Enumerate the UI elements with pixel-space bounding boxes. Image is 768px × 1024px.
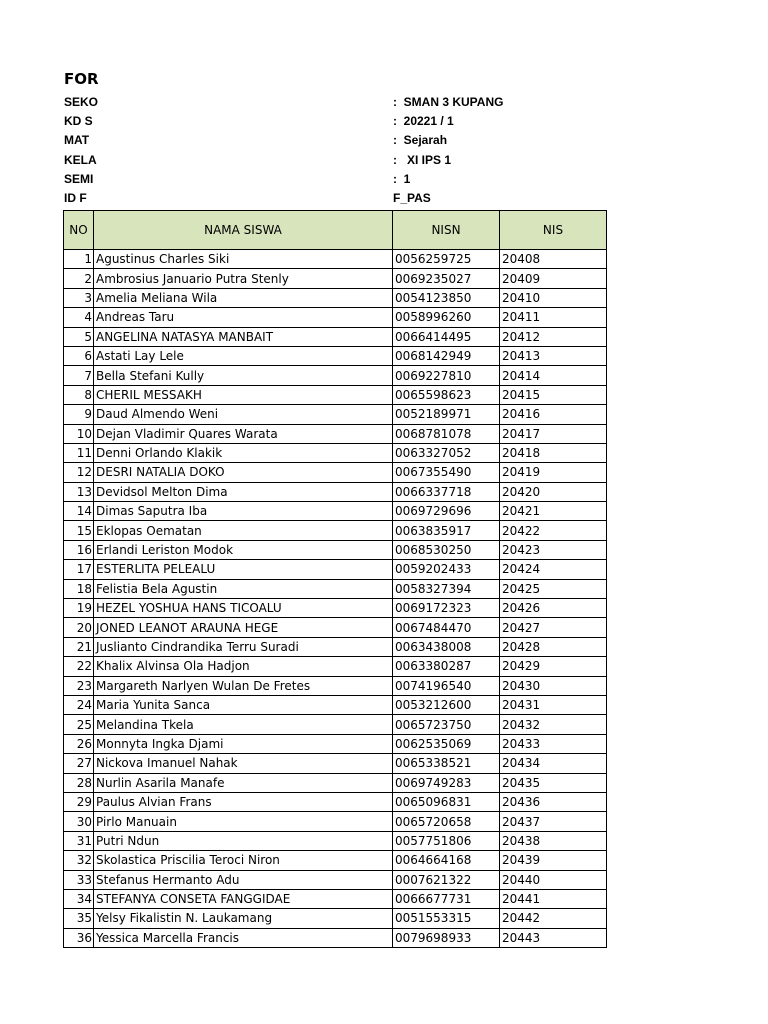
cell-nisn: 0007621322 [393, 870, 500, 889]
cell-nisn: 0067355490 [393, 463, 500, 482]
table-row [64, 618, 607, 637]
meta-value: : SMAN 3 KUPANG [393, 95, 504, 109]
header-nisn: NISN [393, 211, 500, 250]
cell-no: 31 [64, 831, 94, 850]
cell-nisn: 0069172323 [393, 599, 500, 618]
table-row [64, 599, 607, 618]
cell-nisn: 0059202433 [393, 560, 500, 579]
cell-no: 1 [64, 250, 94, 269]
cell-nis: 20418 [500, 443, 607, 462]
cell-nis: 20440 [500, 870, 607, 889]
meta-row [0, 170, 768, 188]
cell-no: 14 [64, 502, 94, 521]
cell-no: 26 [64, 734, 94, 753]
table-row [64, 327, 607, 346]
cell-name: Monnyta Ingka Djami [94, 734, 393, 753]
table-row [64, 502, 607, 521]
cell-no: 16 [64, 540, 94, 559]
cell-no: 23 [64, 676, 94, 695]
cell-nis: 20419 [500, 463, 607, 482]
cell-nisn: 0065096831 [393, 792, 500, 811]
cell-nis: 20430 [500, 676, 607, 695]
cell-name: Ambrosius Januario Putra Stenly [94, 269, 393, 288]
table-row [64, 250, 607, 269]
cell-name: Devidsol Melton Dima [94, 482, 393, 501]
cell-nisn: 0058996260 [393, 308, 500, 327]
table-row [64, 637, 607, 656]
cell-no: 13 [64, 482, 94, 501]
table-row [64, 831, 607, 850]
cell-nisn: 0066414495 [393, 327, 500, 346]
cell-no: 28 [64, 773, 94, 792]
cell-name: Yelsy Fikalistin N. Laukamang [94, 909, 393, 928]
table-row [64, 754, 607, 773]
cell-no: 30 [64, 812, 94, 831]
cell-name: Daud Almendo Weni [94, 405, 393, 424]
cell-nis: 20437 [500, 812, 607, 831]
cell-nis: 20410 [500, 288, 607, 307]
cell-name: Agustinus Charles Siki [94, 250, 393, 269]
cell-nisn: 0058327394 [393, 579, 500, 598]
cell-name: Felistia Bela Agustin [94, 579, 393, 598]
cell-nis: 20408 [500, 250, 607, 269]
cell-no: 34 [64, 889, 94, 908]
cell-no: 18 [64, 579, 94, 598]
table-row [64, 308, 607, 327]
cell-name: Margareth Narlyen Wulan De Fretes [94, 676, 393, 695]
cell-nisn: 0062535069 [393, 734, 500, 753]
table-row [64, 269, 607, 288]
cell-nisn: 0066677731 [393, 889, 500, 908]
meta-value: : 1 [393, 172, 411, 186]
cell-name: Yessica Marcella Francis [94, 928, 393, 947]
header-nis: NIS [500, 211, 607, 250]
cell-nis: 20427 [500, 618, 607, 637]
cell-nisn: 0063327052 [393, 443, 500, 462]
cell-nisn: 0066337718 [393, 482, 500, 501]
cell-nis: 20428 [500, 637, 607, 656]
meta-row [0, 151, 768, 169]
cell-name: Astati Lay Lele [94, 346, 393, 365]
cell-no: 8 [64, 385, 94, 404]
cell-nisn: 0057751806 [393, 831, 500, 850]
cell-no: 21 [64, 637, 94, 656]
cell-no: 15 [64, 521, 94, 540]
cell-nisn: 0069227810 [393, 366, 500, 385]
cell-nisn: 0052189971 [393, 405, 500, 424]
cell-nis: 20432 [500, 715, 607, 734]
cell-nis: 20425 [500, 579, 607, 598]
table-row [64, 405, 607, 424]
cell-no: 24 [64, 695, 94, 714]
cell-no: 20 [64, 618, 94, 637]
meta-value: F_PAS [393, 191, 431, 205]
cell-nis: 20422 [500, 521, 607, 540]
cell-nis: 20424 [500, 560, 607, 579]
cell-nisn: 0079698933 [393, 928, 500, 947]
cell-name: Andreas Taru [94, 308, 393, 327]
cell-nisn: 0065338521 [393, 754, 500, 773]
cell-nis: 20436 [500, 792, 607, 811]
table-row [64, 676, 607, 695]
cell-name: Dimas Saputra Iba [94, 502, 393, 521]
cell-nis: 20416 [500, 405, 607, 424]
cell-no: 32 [64, 851, 94, 870]
cell-nis: 20442 [500, 909, 607, 928]
cell-nis: 20435 [500, 773, 607, 792]
cell-no: 3 [64, 288, 94, 307]
table-row [64, 540, 607, 559]
cell-nisn: 0068781078 [393, 424, 500, 443]
cell-no: 9 [64, 405, 94, 424]
cell-nisn: 0053212600 [393, 695, 500, 714]
meta-row [0, 189, 768, 207]
cell-nisn: 0068142949 [393, 346, 500, 365]
table-row [64, 695, 607, 714]
cell-no: 33 [64, 870, 94, 889]
cell-no: 27 [64, 754, 94, 773]
cell-name: Eklopas Oematan [94, 521, 393, 540]
cell-nis: 20415 [500, 385, 607, 404]
cell-no: 12 [64, 463, 94, 482]
cell-nis: 20434 [500, 754, 607, 773]
cell-nis: 20431 [500, 695, 607, 714]
meta-row [0, 131, 768, 149]
cell-name: Bella Stefani Kully [94, 366, 393, 385]
meta-label: KELA [64, 153, 97, 167]
cell-nis: 20443 [500, 928, 607, 947]
cell-name: Dejan Vladimir Quares Warata [94, 424, 393, 443]
cell-name: Paulus Alvian Frans [94, 792, 393, 811]
cell-nisn: 0063835917 [393, 521, 500, 540]
cell-name: Skolastica Priscilia Teroci Niron [94, 851, 393, 870]
cell-nisn: 0051553315 [393, 909, 500, 928]
cell-nis: 20417 [500, 424, 607, 443]
cell-nisn: 0065598623 [393, 385, 500, 404]
cell-nisn: 0069235027 [393, 269, 500, 288]
table-row [64, 346, 607, 365]
cell-name: Melandina Tkela [94, 715, 393, 734]
cell-no: 29 [64, 792, 94, 811]
table-row [64, 812, 607, 831]
table-row [64, 909, 607, 928]
table-row [64, 424, 607, 443]
cell-no: 35 [64, 909, 94, 928]
cell-nis: 20411 [500, 308, 607, 327]
table-row [64, 792, 607, 811]
cell-name: ANGELINA NATASYA MANBAIT [94, 327, 393, 346]
table-row [64, 366, 607, 385]
cell-no: 19 [64, 599, 94, 618]
cell-nisn: 0069729696 [393, 502, 500, 521]
cell-name: Maria Yunita Sanca [94, 695, 393, 714]
cell-nis: 20423 [500, 540, 607, 559]
meta-label: KD S [64, 114, 93, 128]
cell-name: Amelia Meliana Wila [94, 288, 393, 307]
cell-no: 22 [64, 657, 94, 676]
meta-label: SEMI [64, 172, 94, 186]
meta-label: SEKO [64, 95, 99, 109]
cell-nis: 20438 [500, 831, 607, 850]
table-header-row [64, 211, 607, 250]
meta-value: : 20221 / 1 [393, 114, 454, 128]
cell-no: 7 [64, 366, 94, 385]
table-row [64, 657, 607, 676]
cell-nisn: 0064664168 [393, 851, 500, 870]
table-row [64, 521, 607, 540]
cell-nis: 20413 [500, 346, 607, 365]
table-row [64, 579, 607, 598]
cell-name: Nurlin Asarila Manafe [94, 773, 393, 792]
cell-nis: 20433 [500, 734, 607, 753]
cell-nis: 20414 [500, 366, 607, 385]
cell-no: 5 [64, 327, 94, 346]
cell-no: 4 [64, 308, 94, 327]
cell-nisn: 0074196540 [393, 676, 500, 695]
table-row [64, 734, 607, 753]
table-row [64, 773, 607, 792]
table-row [64, 928, 607, 947]
table-row [64, 463, 607, 482]
cell-name: STEFANYA CONSETA FANGGIDAE [94, 889, 393, 908]
cell-nisn: 0063438008 [393, 637, 500, 656]
student-table [63, 210, 607, 948]
cell-nis: 20426 [500, 599, 607, 618]
header-no: NO [64, 211, 94, 250]
meta-row [0, 112, 768, 130]
table-row [64, 560, 607, 579]
cell-name: Nickova Imanuel Nahak [94, 754, 393, 773]
cell-name: Stefanus Hermanto Adu [94, 870, 393, 889]
cell-no: 25 [64, 715, 94, 734]
cell-nisn: 0069749283 [393, 773, 500, 792]
meta-label: MAT [64, 133, 90, 147]
meta-value: : XI IPS 1 [393, 153, 452, 167]
cell-name: Erlandi Leriston Modok [94, 540, 393, 559]
cell-name: ESTERLITA PELEALU [94, 560, 393, 579]
cell-name: Denni Orlando Klakik [94, 443, 393, 462]
meta-label: ID F [64, 191, 87, 205]
cell-name: CHERIL MESSAKH [94, 385, 393, 404]
cell-no: 36 [64, 928, 94, 947]
cell-name: DESRI NATALIA DOKO [94, 463, 393, 482]
header-name: NAMA SISWA [94, 211, 393, 250]
cell-nis: 20439 [500, 851, 607, 870]
table-row [64, 443, 607, 462]
cell-nisn: 0065720658 [393, 812, 500, 831]
cell-name: JONED LEANOT ARAUNA HEGE [94, 618, 393, 637]
cell-nis: 20409 [500, 269, 607, 288]
table-row [64, 385, 607, 404]
cell-nisn: 0068530250 [393, 540, 500, 559]
meta-row [0, 93, 768, 111]
cell-nis: 20421 [500, 502, 607, 521]
cell-no: 2 [64, 269, 94, 288]
cell-name: Putri Ndun [94, 831, 393, 850]
cell-name: HEZEL YOSHUA HANS TICOALU [94, 599, 393, 618]
table-row [64, 715, 607, 734]
table-row [64, 889, 607, 908]
cell-name: Pirlo Manuain [94, 812, 393, 831]
cell-nisn: 0063380287 [393, 657, 500, 676]
cell-nisn: 0067484470 [393, 618, 500, 637]
cell-nisn: 0056259725 [393, 250, 500, 269]
table-row [64, 288, 607, 307]
cell-no: 17 [64, 560, 94, 579]
cell-nis: 20429 [500, 657, 607, 676]
cell-no: 6 [64, 346, 94, 365]
cell-no: 10 [64, 424, 94, 443]
cell-nis: 20441 [500, 889, 607, 908]
table-row [64, 870, 607, 889]
cell-nisn: 0065723750 [393, 715, 500, 734]
cell-nisn: 0054123850 [393, 288, 500, 307]
cell-nis: 20412 [500, 327, 607, 346]
table-row [64, 851, 607, 870]
meta-value: : Sejarah [393, 133, 448, 147]
document-title: FOR [64, 70, 99, 88]
cell-nis: 20420 [500, 482, 607, 501]
cell-name: Juslianto Cindrandika Terru Suradi [94, 637, 393, 656]
table-row [64, 482, 607, 501]
cell-no: 11 [64, 443, 94, 462]
cell-name: Khalix Alvinsa Ola Hadjon [94, 657, 393, 676]
